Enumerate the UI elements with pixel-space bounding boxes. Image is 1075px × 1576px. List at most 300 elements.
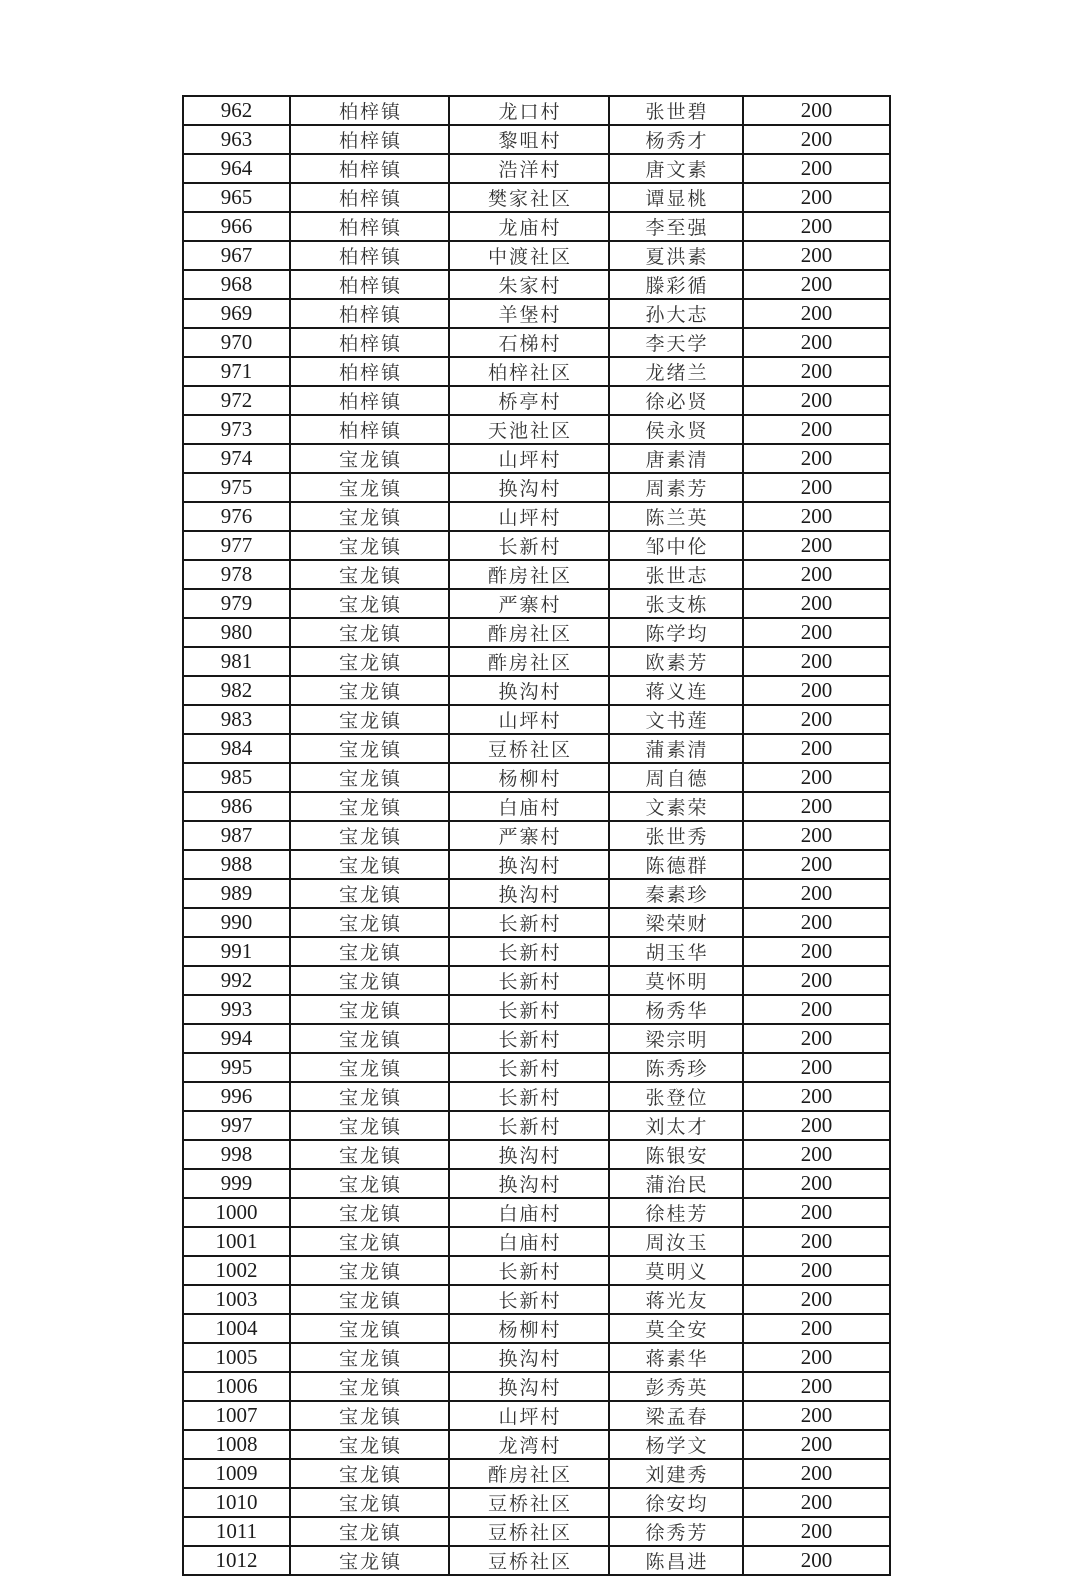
village-cell: 中渡社区 xyxy=(449,241,609,270)
town-cell: 宝龙镇 xyxy=(290,1546,449,1575)
village-cell: 山坪村 xyxy=(449,502,609,531)
sequence-number-cell: 1005 xyxy=(183,1343,290,1372)
table-row xyxy=(183,125,890,154)
table-row xyxy=(183,850,890,879)
sequence-number-cell: 1003 xyxy=(183,1285,290,1314)
sequence-number-cell: 1010 xyxy=(183,1488,290,1517)
table-row xyxy=(183,154,890,183)
sequence-number-cell: 965 xyxy=(183,183,290,212)
person-name-cell: 滕彩循 xyxy=(609,270,743,299)
town-cell: 宝龙镇 xyxy=(290,676,449,705)
amount-cell: 200 xyxy=(743,1459,890,1488)
table-row xyxy=(183,618,890,647)
town-cell: 柏梓镇 xyxy=(290,212,449,241)
table-row xyxy=(183,183,890,212)
village-cell: 换沟村 xyxy=(449,676,609,705)
sequence-number-cell: 998 xyxy=(183,1140,290,1169)
village-cell: 长新村 xyxy=(449,966,609,995)
person-name-cell: 陈德群 xyxy=(609,850,743,879)
sequence-number-cell: 1000 xyxy=(183,1198,290,1227)
sequence-number-cell: 989 xyxy=(183,879,290,908)
table-row xyxy=(183,589,890,618)
amount-cell: 200 xyxy=(743,589,890,618)
town-cell: 宝龙镇 xyxy=(290,850,449,879)
amount-cell: 200 xyxy=(743,1256,890,1285)
sequence-number-cell: 975 xyxy=(183,473,290,502)
person-name-cell: 谭显桃 xyxy=(609,183,743,212)
sequence-number-cell: 987 xyxy=(183,821,290,850)
town-cell: 宝龙镇 xyxy=(290,1430,449,1459)
town-cell: 宝龙镇 xyxy=(290,1343,449,1372)
person-name-cell: 唐文素 xyxy=(609,154,743,183)
person-name-cell: 张世秀 xyxy=(609,821,743,850)
amount-cell: 200 xyxy=(743,763,890,792)
sequence-number-cell: 986 xyxy=(183,792,290,821)
table-row xyxy=(183,473,890,502)
amount-cell: 200 xyxy=(743,1343,890,1372)
amount-cell: 200 xyxy=(743,531,890,560)
amount-cell: 200 xyxy=(743,1430,890,1459)
town-cell: 宝龙镇 xyxy=(290,1488,449,1517)
town-cell: 柏梓镇 xyxy=(290,357,449,386)
roster-table xyxy=(182,95,891,1576)
person-name-cell: 张世志 xyxy=(609,560,743,589)
sequence-number-cell: 991 xyxy=(183,937,290,966)
sequence-number-cell: 990 xyxy=(183,908,290,937)
village-cell: 山坪村 xyxy=(449,444,609,473)
table-row xyxy=(183,212,890,241)
amount-cell: 200 xyxy=(743,908,890,937)
sequence-number-cell: 970 xyxy=(183,328,290,357)
town-cell: 宝龙镇 xyxy=(290,908,449,937)
town-cell: 柏梓镇 xyxy=(290,386,449,415)
person-name-cell: 张世碧 xyxy=(609,96,743,125)
table-row xyxy=(183,1169,890,1198)
village-cell: 豆桥社区 xyxy=(449,734,609,763)
person-name-cell: 文素荣 xyxy=(609,792,743,821)
sequence-number-cell: 1001 xyxy=(183,1227,290,1256)
person-name-cell: 杨学文 xyxy=(609,1430,743,1459)
person-name-cell: 莫怀明 xyxy=(609,966,743,995)
table-row xyxy=(183,1517,890,1546)
sequence-number-cell: 1008 xyxy=(183,1430,290,1459)
roster-table-body xyxy=(183,96,890,1575)
village-cell: 换沟村 xyxy=(449,473,609,502)
village-cell: 酢房社区 xyxy=(449,1459,609,1488)
sequence-number-cell: 988 xyxy=(183,850,290,879)
amount-cell: 200 xyxy=(743,241,890,270)
sequence-number-cell: 973 xyxy=(183,415,290,444)
sequence-number-cell: 1006 xyxy=(183,1372,290,1401)
town-cell: 宝龙镇 xyxy=(290,647,449,676)
sequence-number-cell: 969 xyxy=(183,299,290,328)
amount-cell: 200 xyxy=(743,676,890,705)
town-cell: 宝龙镇 xyxy=(290,589,449,618)
person-name-cell: 刘建秀 xyxy=(609,1459,743,1488)
amount-cell: 200 xyxy=(743,560,890,589)
amount-cell: 200 xyxy=(743,96,890,125)
amount-cell: 200 xyxy=(743,647,890,676)
amount-cell: 200 xyxy=(743,995,890,1024)
person-name-cell: 蒲治民 xyxy=(609,1169,743,1198)
village-cell: 杨柳村 xyxy=(449,1314,609,1343)
town-cell: 宝龙镇 xyxy=(290,1256,449,1285)
amount-cell: 200 xyxy=(743,1024,890,1053)
town-cell: 柏梓镇 xyxy=(290,270,449,299)
person-name-cell: 张登位 xyxy=(609,1082,743,1111)
person-name-cell: 梁宗明 xyxy=(609,1024,743,1053)
person-name-cell: 徐桂芳 xyxy=(609,1198,743,1227)
table-row xyxy=(183,1053,890,1082)
village-cell: 白庙村 xyxy=(449,1198,609,1227)
person-name-cell: 梁荣财 xyxy=(609,908,743,937)
amount-cell: 200 xyxy=(743,212,890,241)
table-row xyxy=(183,1546,890,1575)
person-name-cell: 李至强 xyxy=(609,212,743,241)
table-row xyxy=(183,299,890,328)
village-cell: 柏梓社区 xyxy=(449,357,609,386)
village-cell: 长新村 xyxy=(449,1256,609,1285)
person-name-cell: 胡玉华 xyxy=(609,937,743,966)
amount-cell: 200 xyxy=(743,270,890,299)
person-name-cell: 杨秀才 xyxy=(609,125,743,154)
village-cell: 龙湾村 xyxy=(449,1430,609,1459)
table-row xyxy=(183,328,890,357)
amount-cell: 200 xyxy=(743,1111,890,1140)
village-cell: 严寨村 xyxy=(449,821,609,850)
sequence-number-cell: 977 xyxy=(183,531,290,560)
village-cell: 换沟村 xyxy=(449,1140,609,1169)
amount-cell: 200 xyxy=(743,299,890,328)
village-cell: 酢房社区 xyxy=(449,560,609,589)
person-name-cell: 欧素芳 xyxy=(609,647,743,676)
village-cell: 山坪村 xyxy=(449,1401,609,1430)
table-row xyxy=(183,1140,890,1169)
person-name-cell: 夏洪素 xyxy=(609,241,743,270)
amount-cell: 200 xyxy=(743,1546,890,1575)
amount-cell: 200 xyxy=(743,1372,890,1401)
village-cell: 换沟村 xyxy=(449,1343,609,1372)
person-name-cell: 侯永贤 xyxy=(609,415,743,444)
amount-cell: 200 xyxy=(743,386,890,415)
sequence-number-cell: 964 xyxy=(183,154,290,183)
person-name-cell: 蒋义连 xyxy=(609,676,743,705)
town-cell: 柏梓镇 xyxy=(290,154,449,183)
table-row xyxy=(183,705,890,734)
person-name-cell: 秦素珍 xyxy=(609,879,743,908)
table-row xyxy=(183,386,890,415)
village-cell: 换沟村 xyxy=(449,1169,609,1198)
town-cell: 柏梓镇 xyxy=(290,415,449,444)
amount-cell: 200 xyxy=(743,154,890,183)
table-row xyxy=(183,995,890,1024)
table-row xyxy=(183,1401,890,1430)
person-name-cell: 陈秀珍 xyxy=(609,1053,743,1082)
town-cell: 柏梓镇 xyxy=(290,299,449,328)
person-name-cell: 蒋光友 xyxy=(609,1285,743,1314)
town-cell: 宝龙镇 xyxy=(290,705,449,734)
table-row xyxy=(183,734,890,763)
village-cell: 长新村 xyxy=(449,1285,609,1314)
sequence-number-cell: 999 xyxy=(183,1169,290,1198)
sequence-number-cell: 978 xyxy=(183,560,290,589)
town-cell: 柏梓镇 xyxy=(290,96,449,125)
sequence-number-cell: 1012 xyxy=(183,1546,290,1575)
table-row xyxy=(183,1198,890,1227)
table-row xyxy=(183,1227,890,1256)
sequence-number-cell: 1002 xyxy=(183,1256,290,1285)
sequence-number-cell: 1011 xyxy=(183,1517,290,1546)
town-cell: 宝龙镇 xyxy=(290,1459,449,1488)
sequence-number-cell: 994 xyxy=(183,1024,290,1053)
amount-cell: 200 xyxy=(743,850,890,879)
village-cell: 长新村 xyxy=(449,1082,609,1111)
person-name-cell: 李天学 xyxy=(609,328,743,357)
town-cell: 宝龙镇 xyxy=(290,1198,449,1227)
person-name-cell: 龙绪兰 xyxy=(609,357,743,386)
village-cell: 豆桥社区 xyxy=(449,1517,609,1546)
amount-cell: 200 xyxy=(743,705,890,734)
amount-cell: 200 xyxy=(743,1401,890,1430)
table-row xyxy=(183,1111,890,1140)
sequence-number-cell: 982 xyxy=(183,676,290,705)
village-cell: 严寨村 xyxy=(449,589,609,618)
amount-cell: 200 xyxy=(743,502,890,531)
town-cell: 宝龙镇 xyxy=(290,879,449,908)
town-cell: 宝龙镇 xyxy=(290,1169,449,1198)
sequence-number-cell: 983 xyxy=(183,705,290,734)
amount-cell: 200 xyxy=(743,734,890,763)
town-cell: 宝龙镇 xyxy=(290,966,449,995)
table-row xyxy=(183,763,890,792)
person-name-cell: 杨秀华 xyxy=(609,995,743,1024)
person-name-cell: 刘太才 xyxy=(609,1111,743,1140)
amount-cell: 200 xyxy=(743,1082,890,1111)
village-cell: 浩洋村 xyxy=(449,154,609,183)
sequence-number-cell: 968 xyxy=(183,270,290,299)
table-row xyxy=(183,792,890,821)
table-row xyxy=(183,444,890,473)
table-row xyxy=(183,241,890,270)
sequence-number-cell: 993 xyxy=(183,995,290,1024)
person-name-cell: 张支栋 xyxy=(609,589,743,618)
sequence-number-cell: 962 xyxy=(183,96,290,125)
person-name-cell: 陈昌进 xyxy=(609,1546,743,1575)
amount-cell: 200 xyxy=(743,415,890,444)
sequence-number-cell: 966 xyxy=(183,212,290,241)
table-row xyxy=(183,357,890,386)
table-row xyxy=(183,879,890,908)
village-cell: 杨柳村 xyxy=(449,763,609,792)
town-cell: 宝龙镇 xyxy=(290,560,449,589)
village-cell: 酢房社区 xyxy=(449,647,609,676)
town-cell: 宝龙镇 xyxy=(290,1285,449,1314)
table-row xyxy=(183,1343,890,1372)
town-cell: 宝龙镇 xyxy=(290,1372,449,1401)
person-name-cell: 徐必贤 xyxy=(609,386,743,415)
village-cell: 豆桥社区 xyxy=(449,1546,609,1575)
village-cell: 龙庙村 xyxy=(449,212,609,241)
town-cell: 宝龙镇 xyxy=(290,1140,449,1169)
town-cell: 宝龙镇 xyxy=(290,531,449,560)
table-row xyxy=(183,937,890,966)
sequence-number-cell: 963 xyxy=(183,125,290,154)
amount-cell: 200 xyxy=(743,792,890,821)
sequence-number-cell: 1007 xyxy=(183,1401,290,1430)
table-row xyxy=(183,908,890,937)
town-cell: 宝龙镇 xyxy=(290,734,449,763)
village-cell: 羊堡村 xyxy=(449,299,609,328)
table-row xyxy=(183,1488,890,1517)
amount-cell: 200 xyxy=(743,183,890,212)
table-row xyxy=(183,531,890,560)
village-cell: 白庙村 xyxy=(449,1227,609,1256)
amount-cell: 200 xyxy=(743,1140,890,1169)
table-row xyxy=(183,1285,890,1314)
village-cell: 天池社区 xyxy=(449,415,609,444)
town-cell: 宝龙镇 xyxy=(290,792,449,821)
village-cell: 朱家村 xyxy=(449,270,609,299)
person-name-cell: 文书莲 xyxy=(609,705,743,734)
amount-cell: 200 xyxy=(743,357,890,386)
person-name-cell: 陈兰英 xyxy=(609,502,743,531)
village-cell: 长新村 xyxy=(449,908,609,937)
person-name-cell: 邹中伦 xyxy=(609,531,743,560)
person-name-cell: 陈学均 xyxy=(609,618,743,647)
sequence-number-cell: 997 xyxy=(183,1111,290,1140)
amount-cell: 200 xyxy=(743,444,890,473)
person-name-cell: 徐安均 xyxy=(609,1488,743,1517)
table-row xyxy=(183,1372,890,1401)
amount-cell: 200 xyxy=(743,328,890,357)
town-cell: 宝龙镇 xyxy=(290,1111,449,1140)
village-cell: 酢房社区 xyxy=(449,618,609,647)
person-name-cell: 蒲素清 xyxy=(609,734,743,763)
town-cell: 宝龙镇 xyxy=(290,1024,449,1053)
table-row xyxy=(183,1459,890,1488)
town-cell: 宝龙镇 xyxy=(290,995,449,1024)
table-row xyxy=(183,821,890,850)
village-cell: 桥亭村 xyxy=(449,386,609,415)
sequence-number-cell: 974 xyxy=(183,444,290,473)
person-name-cell: 蒋素华 xyxy=(609,1343,743,1372)
town-cell: 宝龙镇 xyxy=(290,1227,449,1256)
table-row xyxy=(183,966,890,995)
amount-cell: 200 xyxy=(743,879,890,908)
sequence-number-cell: 1004 xyxy=(183,1314,290,1343)
table-row xyxy=(183,415,890,444)
person-name-cell: 梁孟春 xyxy=(609,1401,743,1430)
table-row xyxy=(183,1024,890,1053)
town-cell: 宝龙镇 xyxy=(290,473,449,502)
person-name-cell: 徐秀芳 xyxy=(609,1517,743,1546)
amount-cell: 200 xyxy=(743,618,890,647)
amount-cell: 200 xyxy=(743,937,890,966)
sequence-number-cell: 972 xyxy=(183,386,290,415)
village-cell: 换沟村 xyxy=(449,879,609,908)
person-name-cell: 周汝玉 xyxy=(609,1227,743,1256)
sequence-number-cell: 981 xyxy=(183,647,290,676)
sequence-number-cell: 980 xyxy=(183,618,290,647)
village-cell: 樊家社区 xyxy=(449,183,609,212)
village-cell: 长新村 xyxy=(449,995,609,1024)
town-cell: 宝龙镇 xyxy=(290,1517,449,1546)
person-name-cell: 莫全安 xyxy=(609,1314,743,1343)
table-row xyxy=(183,1314,890,1343)
sequence-number-cell: 971 xyxy=(183,357,290,386)
amount-cell: 200 xyxy=(743,1227,890,1256)
town-cell: 宝龙镇 xyxy=(290,502,449,531)
village-cell: 黎咀村 xyxy=(449,125,609,154)
amount-cell: 200 xyxy=(743,1198,890,1227)
sequence-number-cell: 984 xyxy=(183,734,290,763)
village-cell: 长新村 xyxy=(449,1111,609,1140)
person-name-cell: 唐素清 xyxy=(609,444,743,473)
sequence-number-cell: 992 xyxy=(183,966,290,995)
sequence-number-cell: 979 xyxy=(183,589,290,618)
village-cell: 长新村 xyxy=(449,1024,609,1053)
town-cell: 宝龙镇 xyxy=(290,1082,449,1111)
town-cell: 宝龙镇 xyxy=(290,937,449,966)
sequence-number-cell: 996 xyxy=(183,1082,290,1111)
village-cell: 换沟村 xyxy=(449,850,609,879)
village-cell: 长新村 xyxy=(449,937,609,966)
sequence-number-cell: 967 xyxy=(183,241,290,270)
amount-cell: 200 xyxy=(743,1285,890,1314)
table-row xyxy=(183,647,890,676)
village-cell: 山坪村 xyxy=(449,705,609,734)
sequence-number-cell: 1009 xyxy=(183,1459,290,1488)
amount-cell: 200 xyxy=(743,125,890,154)
town-cell: 柏梓镇 xyxy=(290,125,449,154)
person-name-cell: 陈银安 xyxy=(609,1140,743,1169)
town-cell: 宝龙镇 xyxy=(290,1401,449,1430)
town-cell: 宝龙镇 xyxy=(290,821,449,850)
village-cell: 长新村 xyxy=(449,531,609,560)
town-cell: 柏梓镇 xyxy=(290,241,449,270)
table-row xyxy=(183,560,890,589)
village-cell: 白庙村 xyxy=(449,792,609,821)
village-cell: 换沟村 xyxy=(449,1372,609,1401)
town-cell: 柏梓镇 xyxy=(290,328,449,357)
table-row xyxy=(183,1082,890,1111)
person-name-cell: 莫明义 xyxy=(609,1256,743,1285)
amount-cell: 200 xyxy=(743,966,890,995)
table-row xyxy=(183,502,890,531)
town-cell: 宝龙镇 xyxy=(290,618,449,647)
amount-cell: 200 xyxy=(743,473,890,502)
amount-cell: 200 xyxy=(743,1488,890,1517)
person-name-cell: 周自德 xyxy=(609,763,743,792)
village-cell: 豆桥社区 xyxy=(449,1488,609,1517)
amount-cell: 200 xyxy=(743,821,890,850)
amount-cell: 200 xyxy=(743,1314,890,1343)
sequence-number-cell: 985 xyxy=(183,763,290,792)
town-cell: 宝龙镇 xyxy=(290,1314,449,1343)
town-cell: 柏梓镇 xyxy=(290,183,449,212)
sequence-number-cell: 976 xyxy=(183,502,290,531)
person-name-cell: 孙大志 xyxy=(609,299,743,328)
village-cell: 长新村 xyxy=(449,1053,609,1082)
person-name-cell: 彭秀英 xyxy=(609,1372,743,1401)
town-cell: 宝龙镇 xyxy=(290,763,449,792)
town-cell: 宝龙镇 xyxy=(290,1053,449,1082)
table-row xyxy=(183,96,890,125)
amount-cell: 200 xyxy=(743,1517,890,1546)
table-row xyxy=(183,270,890,299)
table-row xyxy=(183,1430,890,1459)
amount-cell: 200 xyxy=(743,1053,890,1082)
